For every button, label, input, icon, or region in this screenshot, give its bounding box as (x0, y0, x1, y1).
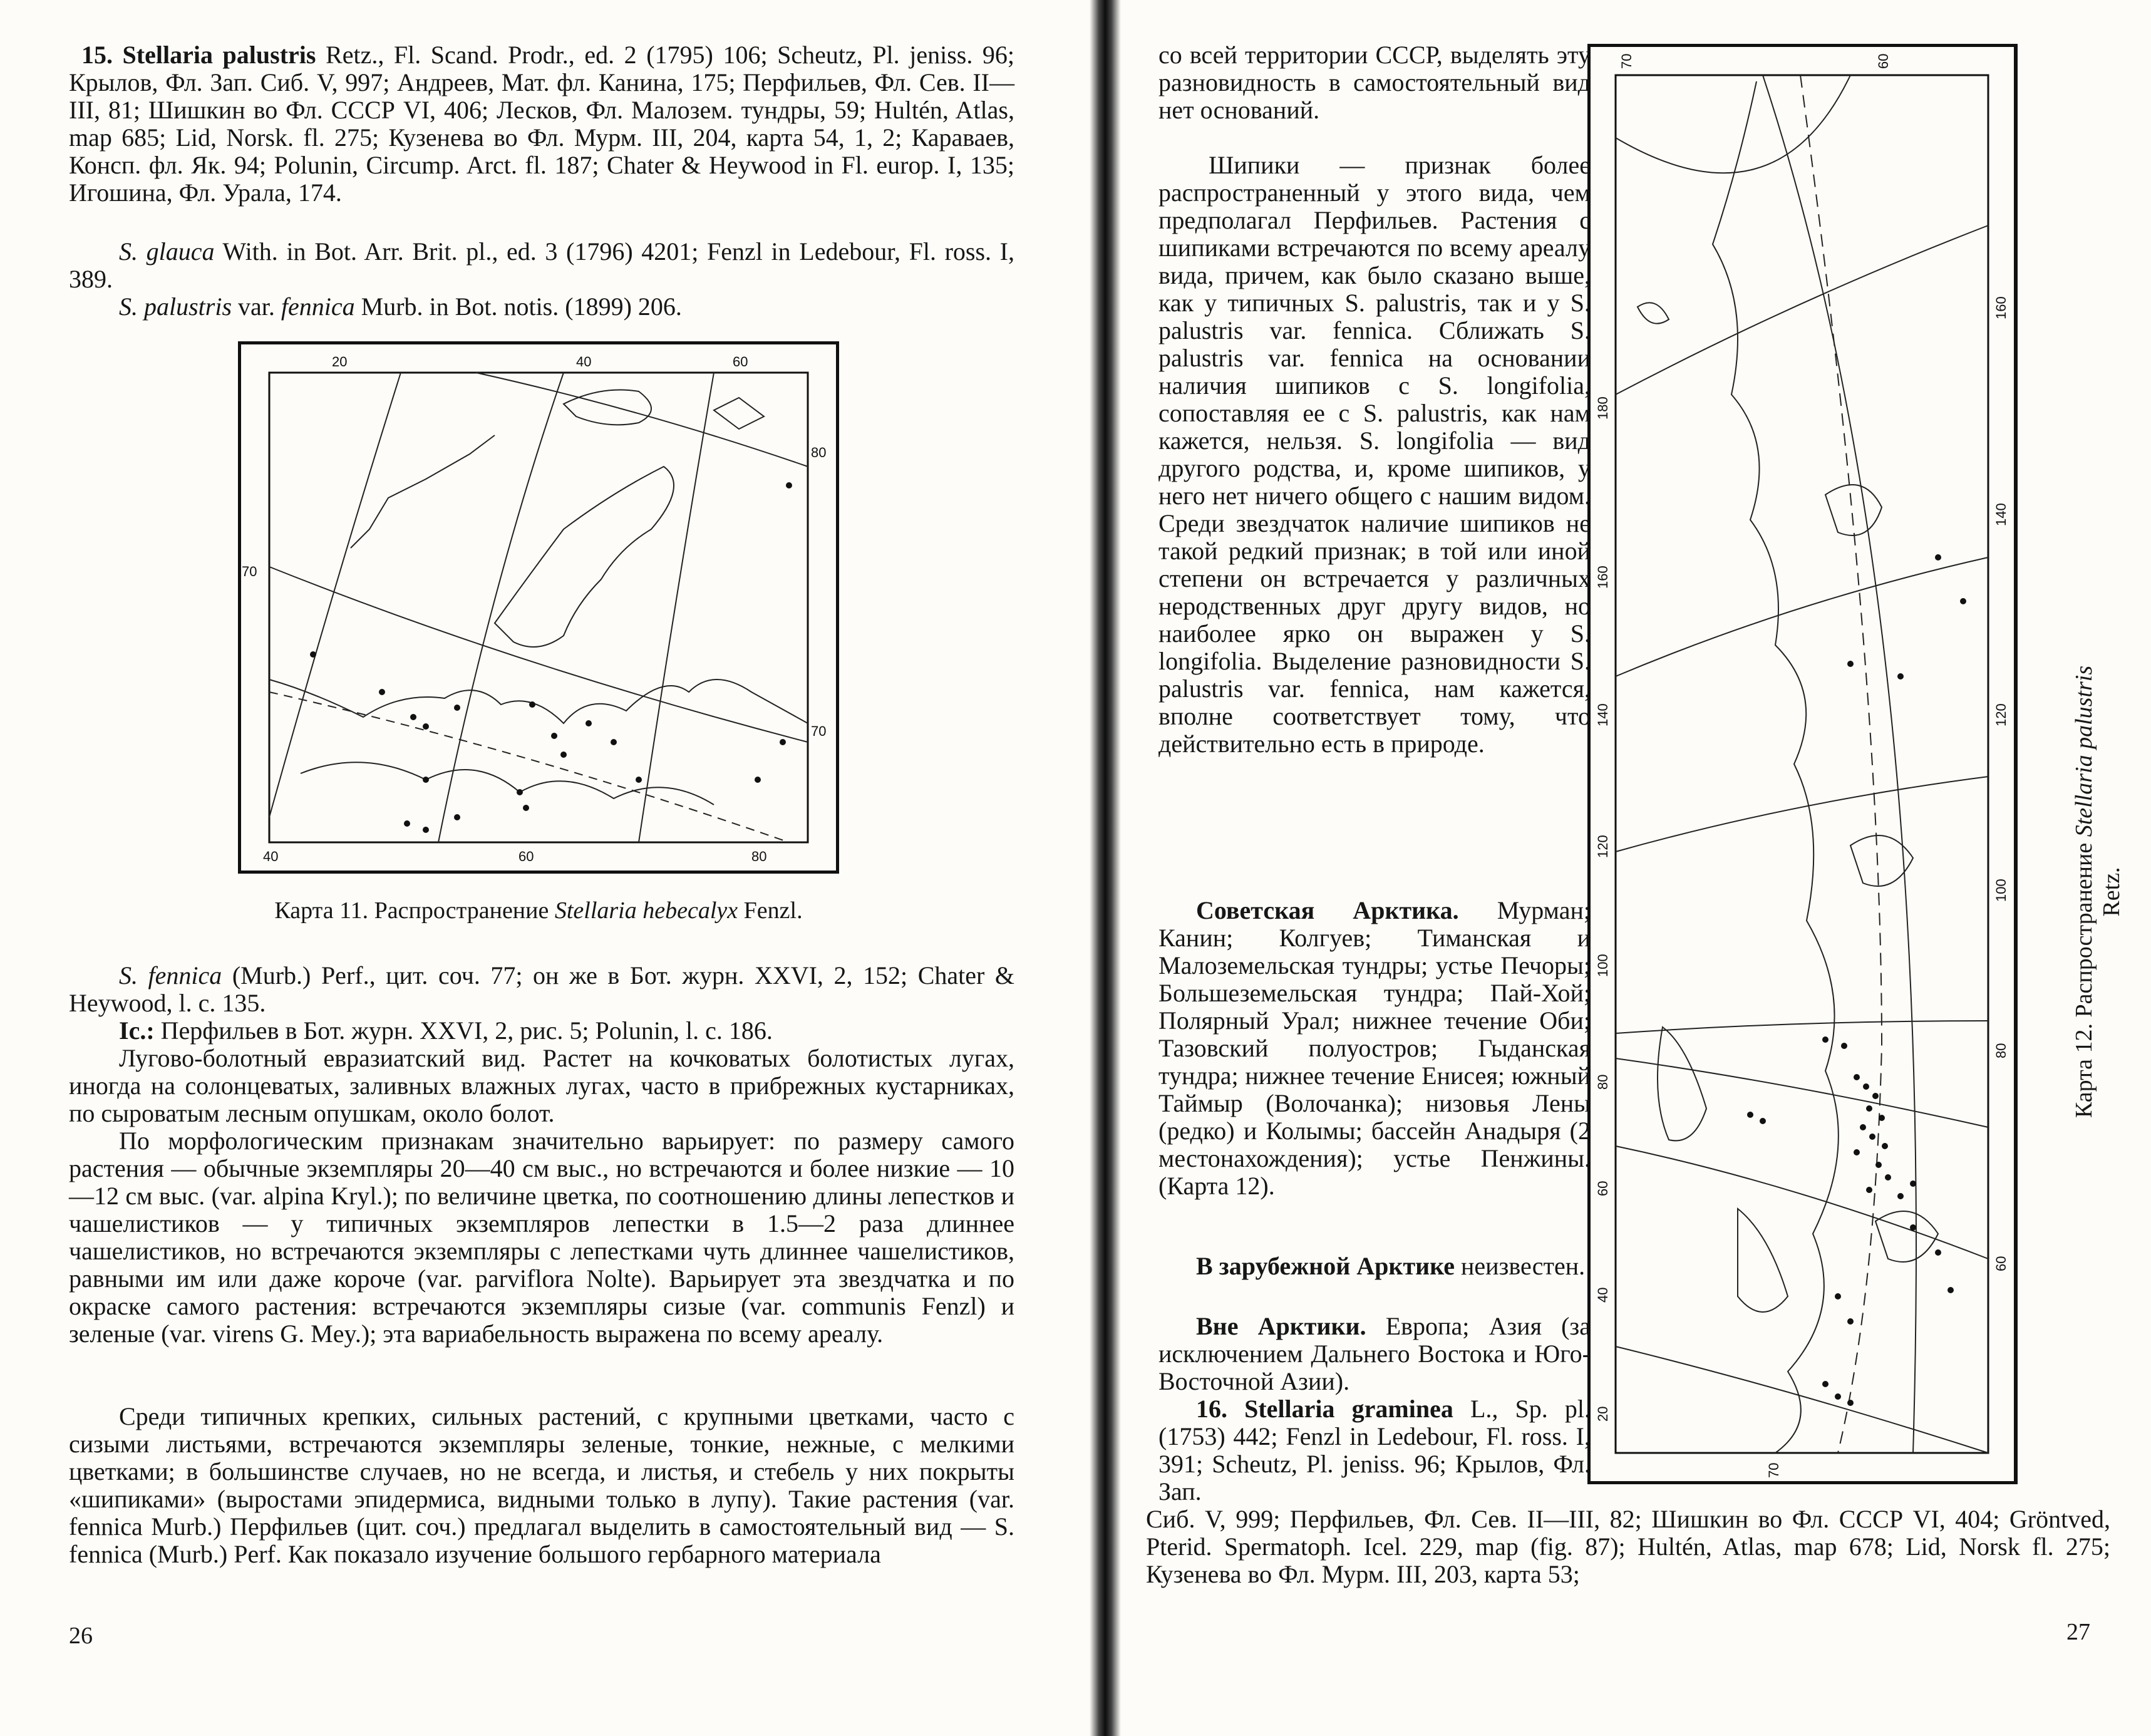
synonym-fennica-var (69, 293, 1014, 321)
synonym-varname: fennica (281, 292, 355, 321)
page-number: 26 (69, 1623, 93, 1649)
icones (69, 1017, 1014, 1045)
map-12-graticule (1616, 75, 1988, 1453)
map-12-outer-frame (1589, 45, 2016, 1483)
synonym-name: S. fennica (119, 961, 222, 989)
map-11-top-tick: 20 (332, 354, 348, 369)
entry-16-heading: 16. Stellaria graminea (1196, 1395, 1453, 1423)
entry-16-references: L., Sp. pl. (1753) 442; Fenzl in Ledebour, Fl. ross. I, 391; Scheutz, Pl. jeniss. 96; Крылов, Фл. Зап. (1158, 1395, 1591, 1506)
section-label: Советская Арктика. (1196, 896, 1459, 924)
book-gutter (1090, 0, 1121, 1736)
map-11-top-tick: 60 (733, 354, 748, 369)
map-12-left-tick: 100 (1595, 954, 1611, 977)
caption-prefix: Карта 12. Распространение (2071, 837, 2097, 1119)
synonym-refs: Murb. in Bot. notis. (1899) 206. (354, 292, 682, 321)
continued-paragraph: со всей территории СССР, выделять эту разновидность в самостоятельный вид нет оснований. (1158, 41, 1591, 124)
map-11-left-tick: 70 (242, 564, 257, 579)
section-label: В зарубежной Арктике (1196, 1252, 1455, 1280)
map-12-left-tick: 20 (1595, 1406, 1611, 1422)
map-12-caption-wrapper (2071, 626, 2125, 1127)
section-text: Европа; Азия (за исключением Дальнего Востока и Юго-Восточной Азии). (1158, 1312, 1591, 1395)
shipiki-discussion: Шипики — признак более распространенный у этого вида, чем предполагал Перфильев. Растения с шипиками встречаются по всему ареалу вида, причем, как было сказано выше, как у типичных S. palustris, так и у S. palustris var. fennica. Сближать S. palustris var. fennica на основании наличия шипиков с S. longifolia, сопоставляя ее с S. palustris, как нам кажется, нельзя. S. longifolia — вид другого родства, и, кроме шипиков, у него нет ничего общего с нашим видом. Среди звездчаток наличие шипиков не такой редкий признак; в той или иной степени он встречается у различных неродственных друг другу видов, но наиболее ярко он выражен у S. longifolia. Выделение разновидности S. palustris var. fennica, нам кажется, вполне соответствует тому, что действительно есть в природе. (1158, 151, 1591, 758)
synonym-glauca (69, 238, 1014, 293)
foreign-arctic-distribution (1158, 1253, 1591, 1280)
entry-16 (1158, 1395, 1591, 1506)
entry-16-continued: Сиб. V, 999; Перфильев, Фл. Сев. II—III, 82; Шишкин во Фл. СССР VI, 404; Gröntved, Pterid. Spermatoph. Icel. 229, map (fig. 87); Hultén, Atlas, map 678; Lid, Norsk fl. 275; Кузенева во Фл. Мурм. III, 203, карта 53; (1146, 1505, 2110, 1588)
map-12-range-line (1800, 75, 1882, 1453)
map-12-right-tick: 80 (1993, 1043, 2009, 1058)
shipiki-paragraph: Среди типичных крепких, сильных растений, с крупными цветками, часто с сизыми листьями, встречаются экземпляры зеленые, тонкие, нежные, с мелкими цветками; в большинстве случаев, но не всегда, и листья, и стебель у них покрыты «шипиками» (выростами эпидермиса, видными только в лупу). Такие растения (var. fennica Murb.) Перфильев (цит. соч.) предлагал выделить в самостоятельный вид — S. fennica (Murb.) Perf. Как показало изучение большого гербарного материала (69, 1402, 1014, 1568)
synonym-refs: (Murb.) Perf., цит. соч. 77; он же в Бот. журн. XXVI, 2, 152; Chater & Heywood, l. c. 135. (69, 961, 1015, 1017)
map-12-top-tick: 70 (1619, 53, 1634, 69)
map-12-inner-frame (1616, 75, 1988, 1453)
map-12-left-tick: 140 (1595, 703, 1611, 726)
synonym-name: S. palustris (119, 292, 232, 321)
map-11-locality-points (310, 482, 792, 833)
icones-label: Ic.: (119, 1016, 155, 1045)
habitat-paragraph: Лугово-болотный евразиатский вид. Растет на кочковатых болотистых лугах, иногда на солонцеватых, заливных влажных лугах, часто в прибрежных кустарниках, по сыроватым лесным опушкам, около болот. (69, 1044, 1014, 1127)
caption-species: Stellaria hebecalyx (554, 897, 738, 924)
outside-arctic-distribution (1158, 1313, 1591, 1395)
map-12-top-tick: 60 (1875, 53, 1891, 69)
entry-15 (69, 41, 1014, 207)
synonym-name: S. glauca (119, 237, 215, 266)
icones-text: Перфильев в Бот. журн. XXVI, 2, рис. 5; Polunin, l. c. 186. (154, 1016, 773, 1045)
map-12-right-tick: 140 (1993, 503, 2009, 526)
map-11-caption (125, 897, 952, 924)
right-page (1121, 0, 2151, 1736)
map-12-left-tick: 120 (1595, 835, 1611, 858)
map-11-range-line (269, 692, 789, 842)
soviet-arctic-distribution (1158, 897, 1591, 1200)
synonym-fennica (69, 962, 1014, 1017)
map-12-locality-points (1747, 554, 1966, 1406)
map-12-left-tick: 180 (1595, 396, 1611, 420)
map-12-left-tick: 60 (1595, 1181, 1611, 1196)
map-11-top-tick: 40 (576, 354, 592, 369)
map-11-graticule (269, 373, 808, 842)
map-11 (238, 341, 839, 874)
map-12-caption (2070, 641, 2125, 1142)
synonym-refs: With. in Bot. Arr. Brit. pl., ed. 3 (1796) 4201; Fenzl in Ledebour, Fl. ross. I, 389. (69, 237, 1015, 293)
map-12-right-tick: 100 (1993, 879, 2009, 902)
map-11-bottom-tick: 80 (751, 849, 767, 864)
caption-author: Fenzl. (738, 897, 803, 924)
map-12-right-tick: 160 (1993, 296, 2009, 319)
section-text: неизвестен. (1454, 1252, 1586, 1280)
map-12-right-tick: 120 (1993, 703, 2009, 726)
map-12-coastline (1638, 81, 1938, 1453)
caption-species: Stellaria palustris (2071, 665, 2097, 837)
map-12 (1587, 44, 2019, 1484)
caption-prefix: Карта 11. Распространение (274, 897, 555, 924)
map-11-inner-frame (269, 373, 808, 842)
morphology-paragraph: По морфологическим признакам значительно варьирует: по размеру самого растения — обычные экземпляры 20—40 см выс., но встречаются и более низкие — 10—12 см выс. (var. alpina Kryl.); по величине цветка, по соотношению длины лепестков и чашелистиков — у типичных экземпляров лепестки в 1.5—2 раза длиннее чашелистиков, но встречаются экземпляры с лепестками чуть длиннее чашелистиков, равными им или даже короче (var. parviflora Nolte). Варьирует эта звездчатка и по окраске самого растения: встречаются экземпляры сизые (var. communis Fenzl) и зеленые (var. virens G. Mey.); эта вариабельность выражена по всему ареалу. (69, 1127, 1014, 1348)
map-12-right-tick: 60 (1993, 1256, 2009, 1271)
map-11-right-tick: 70 (811, 723, 827, 739)
map-11-bottom-tick: 40 (263, 849, 279, 864)
synonym-rank: var. (232, 292, 281, 321)
map-12-left-tick: 80 (1595, 1074, 1611, 1090)
map-12-bottom-tick: 70 (1766, 1462, 1782, 1478)
map-11-coastline (269, 390, 808, 805)
page-number: 27 (2066, 1619, 2090, 1645)
entry-15-heading: 15. Stellaria palustris (81, 41, 316, 69)
section-label: Вне Арктики. (1196, 1312, 1366, 1340)
entry-15-references: Retz., Fl. Scand. Prodr., ed. 2 (1795) 106; Scheutz, Pl. jeniss. 96; Крылов, Фл. Зап. Сиб. V, 997; Андреев, Мат. фл. Канина, 175; Перфильев, Фл. Сев. II—III, 81; Шишкин во Фл. СССР VI, 406; Лесков, Фл. Малозем. тундры, 59; Hultén, Atlas, map 685; Lid, Norsk. fl. 275; Кузенева во Фл. Мурм. III, 204, карта 54, 1, 2; Караваев, Консп. фл. Як. 94; Polunin, Circump. Arct. fl. 187; Chater & Heywood in Fl. europ. I, 135; Игошина, Фл. Урала, 174. (69, 41, 1015, 207)
section-text: Мурман; Канин; Колгуев; Тиманская и Малоземельская тундры; устье Печоры; Большеземельская тундра; Пай-Хой; Полярный Урал; нижнее течение Оби; Тазовский полуостров; Гыданская тундра; нижнее течение Енисея; южный Таймыр (Волочанка); низовья Лены (редко) и Колымы; бассейн Анадыря (2 местонахождения); устье Пенжины. (Карта 12). (1158, 896, 1591, 1200)
map-11-bottom-tick: 60 (518, 849, 534, 864)
map-11-right-tick: 80 (811, 445, 827, 460)
map-12-left-tick: 40 (1595, 1287, 1611, 1303)
map-12-left-tick: 160 (1595, 566, 1611, 589)
caption-author: Retz. (2098, 867, 2125, 917)
